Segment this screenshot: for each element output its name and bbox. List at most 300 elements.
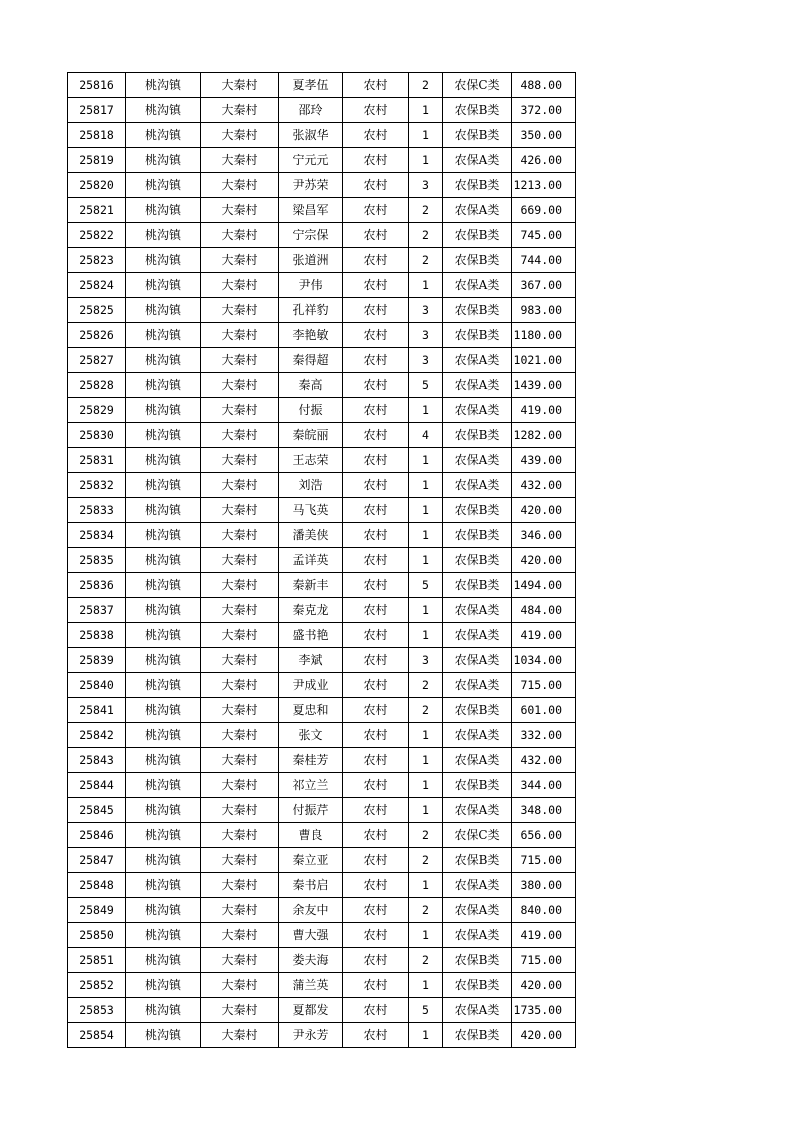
area-cell: 农村: [343, 1023, 409, 1048]
area-cell: 农村: [343, 398, 409, 423]
table-row: [68, 898, 576, 923]
town-cell: 桃沟镇: [126, 523, 201, 548]
town-cell: 桃沟镇: [126, 223, 201, 248]
area-cell: 农村: [343, 173, 409, 198]
table-row: [68, 173, 576, 198]
amount-cell: 1494.00: [512, 573, 576, 598]
village-cell: 大秦村: [201, 848, 279, 873]
table-row: [68, 948, 576, 973]
town-cell: 桃沟镇: [126, 73, 201, 98]
amount-cell: 344.00: [512, 773, 576, 798]
town-cell: 桃沟镇: [126, 98, 201, 123]
name-cell: 尹成业: [279, 673, 343, 698]
village-cell: 大秦村: [201, 273, 279, 298]
village-cell: 大秦村: [201, 348, 279, 373]
table-row: [68, 698, 576, 723]
name-cell: 余友中: [279, 898, 343, 923]
table-row: [68, 823, 576, 848]
area-cell: 农村: [343, 448, 409, 473]
area-cell: 农村: [343, 423, 409, 448]
amount-cell: 419.00: [512, 398, 576, 423]
area-cell: 农村: [343, 923, 409, 948]
count-cell: 2: [409, 73, 443, 98]
amount-cell: 380.00: [512, 873, 576, 898]
category-cell: 农保C类: [443, 823, 512, 848]
amount-cell: 426.00: [512, 148, 576, 173]
area-cell: 农村: [343, 698, 409, 723]
area-cell: 农村: [343, 123, 409, 148]
data-table: [67, 72, 576, 1048]
amount-cell: 432.00: [512, 473, 576, 498]
village-cell: 大秦村: [201, 498, 279, 523]
table-row: [68, 198, 576, 223]
category-cell: 农保A类: [443, 198, 512, 223]
area-cell: 农村: [343, 623, 409, 648]
village-cell: 大秦村: [201, 398, 279, 423]
village-cell: 大秦村: [201, 798, 279, 823]
category-cell: 农保A类: [443, 373, 512, 398]
amount-cell: 432.00: [512, 748, 576, 773]
id-cell: 25816: [68, 73, 126, 98]
village-cell: 大秦村: [201, 973, 279, 998]
amount-cell: 656.00: [512, 823, 576, 848]
town-cell: 桃沟镇: [126, 248, 201, 273]
category-cell: 农保A类: [443, 273, 512, 298]
count-cell: 4: [409, 423, 443, 448]
id-cell: 25821: [68, 198, 126, 223]
name-cell: 宁元元: [279, 148, 343, 173]
category-cell: 农保B类: [443, 98, 512, 123]
town-cell: 桃沟镇: [126, 573, 201, 598]
count-cell: 1: [409, 548, 443, 573]
category-cell: 农保B类: [443, 298, 512, 323]
area-cell: 农村: [343, 473, 409, 498]
name-cell: 宁宗保: [279, 223, 343, 248]
table-row: [68, 348, 576, 373]
category-cell: 农保A类: [443, 898, 512, 923]
category-cell: 农保B类: [443, 973, 512, 998]
town-cell: 桃沟镇: [126, 148, 201, 173]
area-cell: 农村: [343, 673, 409, 698]
table-row: [68, 998, 576, 1023]
village-cell: 大秦村: [201, 298, 279, 323]
category-cell: 农保A类: [443, 448, 512, 473]
id-cell: 25838: [68, 623, 126, 648]
town-cell: 桃沟镇: [126, 648, 201, 673]
table-row: [68, 573, 576, 598]
table-row: [68, 148, 576, 173]
amount-cell: 346.00: [512, 523, 576, 548]
amount-cell: 439.00: [512, 448, 576, 473]
name-cell: 曹大强: [279, 923, 343, 948]
count-cell: 2: [409, 848, 443, 873]
id-cell: 25824: [68, 273, 126, 298]
amount-cell: 840.00: [512, 898, 576, 923]
village-cell: 大秦村: [201, 548, 279, 573]
category-cell: 农保A类: [443, 998, 512, 1023]
area-cell: 农村: [343, 823, 409, 848]
amount-cell: 367.00: [512, 273, 576, 298]
id-cell: 25830: [68, 423, 126, 448]
count-cell: 2: [409, 898, 443, 923]
table-row: [68, 773, 576, 798]
name-cell: 秦皖丽: [279, 423, 343, 448]
count-cell: 1: [409, 398, 443, 423]
table-row: [68, 673, 576, 698]
count-cell: 1: [409, 273, 443, 298]
table-row: [68, 873, 576, 898]
category-cell: 农保B类: [443, 498, 512, 523]
area-cell: 农村: [343, 548, 409, 573]
count-cell: 3: [409, 173, 443, 198]
id-cell: 25833: [68, 498, 126, 523]
count-cell: 5: [409, 573, 443, 598]
count-cell: 5: [409, 998, 443, 1023]
table-row: [68, 598, 576, 623]
table-row: [68, 973, 576, 998]
table-row: [68, 98, 576, 123]
count-cell: 1: [409, 798, 443, 823]
village-cell: 大秦村: [201, 773, 279, 798]
amount-cell: 983.00: [512, 298, 576, 323]
category-cell: 农保A类: [443, 348, 512, 373]
table-row: [68, 1023, 576, 1048]
name-cell: 马飞英: [279, 498, 343, 523]
village-cell: 大秦村: [201, 598, 279, 623]
category-cell: 农保B类: [443, 773, 512, 798]
name-cell: 潘美侠: [279, 523, 343, 548]
amount-cell: 1213.00: [512, 173, 576, 198]
table-row: [68, 223, 576, 248]
id-cell: 25852: [68, 973, 126, 998]
name-cell: 秦高: [279, 373, 343, 398]
id-cell: 25822: [68, 223, 126, 248]
name-cell: 孔祥豹: [279, 298, 343, 323]
amount-cell: 348.00: [512, 798, 576, 823]
name-cell: 尹伟: [279, 273, 343, 298]
table-row: [68, 473, 576, 498]
name-cell: 秦得超: [279, 348, 343, 373]
amount-cell: 488.00: [512, 73, 576, 98]
area-cell: 农村: [343, 723, 409, 748]
area-cell: 农村: [343, 248, 409, 273]
village-cell: 大秦村: [201, 123, 279, 148]
area-cell: 农村: [343, 998, 409, 1023]
amount-cell: 745.00: [512, 223, 576, 248]
name-cell: 娄夫海: [279, 948, 343, 973]
id-cell: 25842: [68, 723, 126, 748]
category-cell: 农保B类: [443, 548, 512, 573]
area-cell: 农村: [343, 898, 409, 923]
town-cell: 桃沟镇: [126, 598, 201, 623]
id-cell: 25831: [68, 448, 126, 473]
area-cell: 农村: [343, 573, 409, 598]
area-cell: 农村: [343, 598, 409, 623]
id-cell: 25819: [68, 148, 126, 173]
name-cell: 尹苏荣: [279, 173, 343, 198]
category-cell: 农保A类: [443, 923, 512, 948]
name-cell: 秦克龙: [279, 598, 343, 623]
town-cell: 桃沟镇: [126, 373, 201, 398]
village-cell: 大秦村: [201, 873, 279, 898]
count-cell: 1: [409, 873, 443, 898]
area-cell: 农村: [343, 523, 409, 548]
name-cell: 尹永芳: [279, 1023, 343, 1048]
town-cell: 桃沟镇: [126, 823, 201, 848]
area-cell: 农村: [343, 73, 409, 98]
category-cell: 农保B类: [443, 323, 512, 348]
name-cell: 盛书艳: [279, 623, 343, 648]
name-cell: 王志荣: [279, 448, 343, 473]
name-cell: 夏孝伍: [279, 73, 343, 98]
amount-cell: 1180.00: [512, 323, 576, 348]
town-cell: 桃沟镇: [126, 123, 201, 148]
town-cell: 桃沟镇: [126, 298, 201, 323]
village-cell: 大秦村: [201, 173, 279, 198]
area-cell: 农村: [343, 748, 409, 773]
count-cell: 1: [409, 148, 443, 173]
id-cell: 25847: [68, 848, 126, 873]
id-cell: 25820: [68, 173, 126, 198]
table-row: [68, 123, 576, 148]
amount-cell: 669.00: [512, 198, 576, 223]
count-cell: 3: [409, 298, 443, 323]
id-cell: 25818: [68, 123, 126, 148]
town-cell: 桃沟镇: [126, 273, 201, 298]
id-cell: 25848: [68, 873, 126, 898]
name-cell: 付振: [279, 398, 343, 423]
village-cell: 大秦村: [201, 748, 279, 773]
village-cell: 大秦村: [201, 1023, 279, 1048]
village-cell: 大秦村: [201, 923, 279, 948]
name-cell: 蒲兰英: [279, 973, 343, 998]
area-cell: 农村: [343, 223, 409, 248]
village-cell: 大秦村: [201, 423, 279, 448]
name-cell: 梁昌军: [279, 198, 343, 223]
village-cell: 大秦村: [201, 698, 279, 723]
id-cell: 25849: [68, 898, 126, 923]
name-cell: 付振芹: [279, 798, 343, 823]
table-row: [68, 548, 576, 573]
village-cell: 大秦村: [201, 723, 279, 748]
amount-cell: 484.00: [512, 598, 576, 623]
town-cell: 桃沟镇: [126, 473, 201, 498]
name-cell: 夏忠和: [279, 698, 343, 723]
town-cell: 桃沟镇: [126, 798, 201, 823]
town-cell: 桃沟镇: [126, 448, 201, 473]
count-cell: 1: [409, 123, 443, 148]
area-cell: 农村: [343, 498, 409, 523]
name-cell: 曹良: [279, 823, 343, 848]
name-cell: 秦桂芳: [279, 748, 343, 773]
town-cell: 桃沟镇: [126, 198, 201, 223]
area-cell: 农村: [343, 648, 409, 673]
table-row: [68, 423, 576, 448]
count-cell: 2: [409, 823, 443, 848]
town-cell: 桃沟镇: [126, 973, 201, 998]
amount-cell: 419.00: [512, 623, 576, 648]
amount-cell: 419.00: [512, 923, 576, 948]
village-cell: 大秦村: [201, 248, 279, 273]
amount-cell: 420.00: [512, 973, 576, 998]
town-cell: 桃沟镇: [126, 498, 201, 523]
village-cell: 大秦村: [201, 623, 279, 648]
count-cell: 2: [409, 198, 443, 223]
table-row: [68, 498, 576, 523]
name-cell: 祁立兰: [279, 773, 343, 798]
count-cell: 2: [409, 948, 443, 973]
count-cell: 1: [409, 98, 443, 123]
town-cell: 桃沟镇: [126, 998, 201, 1023]
area-cell: 农村: [343, 798, 409, 823]
table-row: [68, 248, 576, 273]
category-cell: 农保B类: [443, 248, 512, 273]
id-cell: 25817: [68, 98, 126, 123]
category-cell: 农保A类: [443, 148, 512, 173]
town-cell: 桃沟镇: [126, 873, 201, 898]
count-cell: 1: [409, 448, 443, 473]
town-cell: 桃沟镇: [126, 723, 201, 748]
area-cell: 农村: [343, 148, 409, 173]
id-cell: 25836: [68, 573, 126, 598]
town-cell: 桃沟镇: [126, 1023, 201, 1048]
amount-cell: 1034.00: [512, 648, 576, 673]
table-body: [68, 73, 576, 1048]
area-cell: 农村: [343, 848, 409, 873]
table-row: [68, 723, 576, 748]
id-cell: 25837: [68, 598, 126, 623]
village-cell: 大秦村: [201, 323, 279, 348]
area-cell: 农村: [343, 348, 409, 373]
name-cell: 李艳敏: [279, 323, 343, 348]
id-cell: 25845: [68, 798, 126, 823]
town-cell: 桃沟镇: [126, 948, 201, 973]
count-cell: 1: [409, 723, 443, 748]
amount-cell: 420.00: [512, 548, 576, 573]
id-cell: 25828: [68, 373, 126, 398]
table-row: [68, 748, 576, 773]
amount-cell: 350.00: [512, 123, 576, 148]
category-cell: 农保B类: [443, 423, 512, 448]
village-cell: 大秦村: [201, 148, 279, 173]
town-cell: 桃沟镇: [126, 923, 201, 948]
village-cell: 大秦村: [201, 98, 279, 123]
amount-cell: 715.00: [512, 948, 576, 973]
count-cell: 3: [409, 323, 443, 348]
amount-cell: 1021.00: [512, 348, 576, 373]
count-cell: 1: [409, 973, 443, 998]
id-cell: 25843: [68, 748, 126, 773]
village-cell: 大秦村: [201, 448, 279, 473]
id-cell: 25851: [68, 948, 126, 973]
amount-cell: 715.00: [512, 673, 576, 698]
name-cell: 秦书启: [279, 873, 343, 898]
table-row: [68, 398, 576, 423]
count-cell: 1: [409, 623, 443, 648]
id-cell: 25854: [68, 1023, 126, 1048]
category-cell: 农保B类: [443, 1023, 512, 1048]
category-cell: 农保B类: [443, 848, 512, 873]
id-cell: 25829: [68, 398, 126, 423]
amount-cell: 332.00: [512, 723, 576, 748]
name-cell: 张淑华: [279, 123, 343, 148]
amount-cell: 1735.00: [512, 998, 576, 1023]
category-cell: 农保A类: [443, 648, 512, 673]
category-cell: 农保B类: [443, 698, 512, 723]
table-row: [68, 273, 576, 298]
count-cell: 2: [409, 673, 443, 698]
count-cell: 2: [409, 698, 443, 723]
count-cell: 1: [409, 598, 443, 623]
town-cell: 桃沟镇: [126, 898, 201, 923]
category-cell: 农保B类: [443, 173, 512, 198]
town-cell: 桃沟镇: [126, 623, 201, 648]
id-cell: 25826: [68, 323, 126, 348]
village-cell: 大秦村: [201, 673, 279, 698]
area-cell: 农村: [343, 273, 409, 298]
village-cell: 大秦村: [201, 998, 279, 1023]
id-cell: 25850: [68, 923, 126, 948]
name-cell: 张道洲: [279, 248, 343, 273]
area-cell: 农村: [343, 323, 409, 348]
village-cell: 大秦村: [201, 823, 279, 848]
category-cell: 农保B类: [443, 223, 512, 248]
village-cell: 大秦村: [201, 373, 279, 398]
amount-cell: 744.00: [512, 248, 576, 273]
town-cell: 桃沟镇: [126, 748, 201, 773]
category-cell: 农保B类: [443, 948, 512, 973]
table-row: [68, 298, 576, 323]
table-row: [68, 848, 576, 873]
table-row: [68, 73, 576, 98]
id-cell: 25835: [68, 548, 126, 573]
count-cell: 3: [409, 348, 443, 373]
category-cell: 农保B类: [443, 123, 512, 148]
area-cell: 农村: [343, 948, 409, 973]
count-cell: 1: [409, 773, 443, 798]
count-cell: 1: [409, 498, 443, 523]
area-cell: 农村: [343, 873, 409, 898]
town-cell: 桃沟镇: [126, 173, 201, 198]
table-row: [68, 923, 576, 948]
category-cell: 农保A类: [443, 723, 512, 748]
id-cell: 25825: [68, 298, 126, 323]
id-cell: 25846: [68, 823, 126, 848]
category-cell: 农保A类: [443, 623, 512, 648]
category-cell: 农保A类: [443, 398, 512, 423]
category-cell: 农保A类: [443, 473, 512, 498]
table-row: [68, 448, 576, 473]
town-cell: 桃沟镇: [126, 698, 201, 723]
village-cell: 大秦村: [201, 223, 279, 248]
category-cell: 农保C类: [443, 73, 512, 98]
amount-cell: 601.00: [512, 698, 576, 723]
village-cell: 大秦村: [201, 473, 279, 498]
amount-cell: 372.00: [512, 98, 576, 123]
id-cell: 25832: [68, 473, 126, 498]
name-cell: 秦新丰: [279, 573, 343, 598]
village-cell: 大秦村: [201, 948, 279, 973]
id-cell: 25853: [68, 998, 126, 1023]
village-cell: 大秦村: [201, 898, 279, 923]
town-cell: 桃沟镇: [126, 423, 201, 448]
town-cell: 桃沟镇: [126, 398, 201, 423]
name-cell: 秦立亚: [279, 848, 343, 873]
name-cell: 张文: [279, 723, 343, 748]
town-cell: 桃沟镇: [126, 548, 201, 573]
category-cell: 农保A类: [443, 598, 512, 623]
amount-cell: 1282.00: [512, 423, 576, 448]
